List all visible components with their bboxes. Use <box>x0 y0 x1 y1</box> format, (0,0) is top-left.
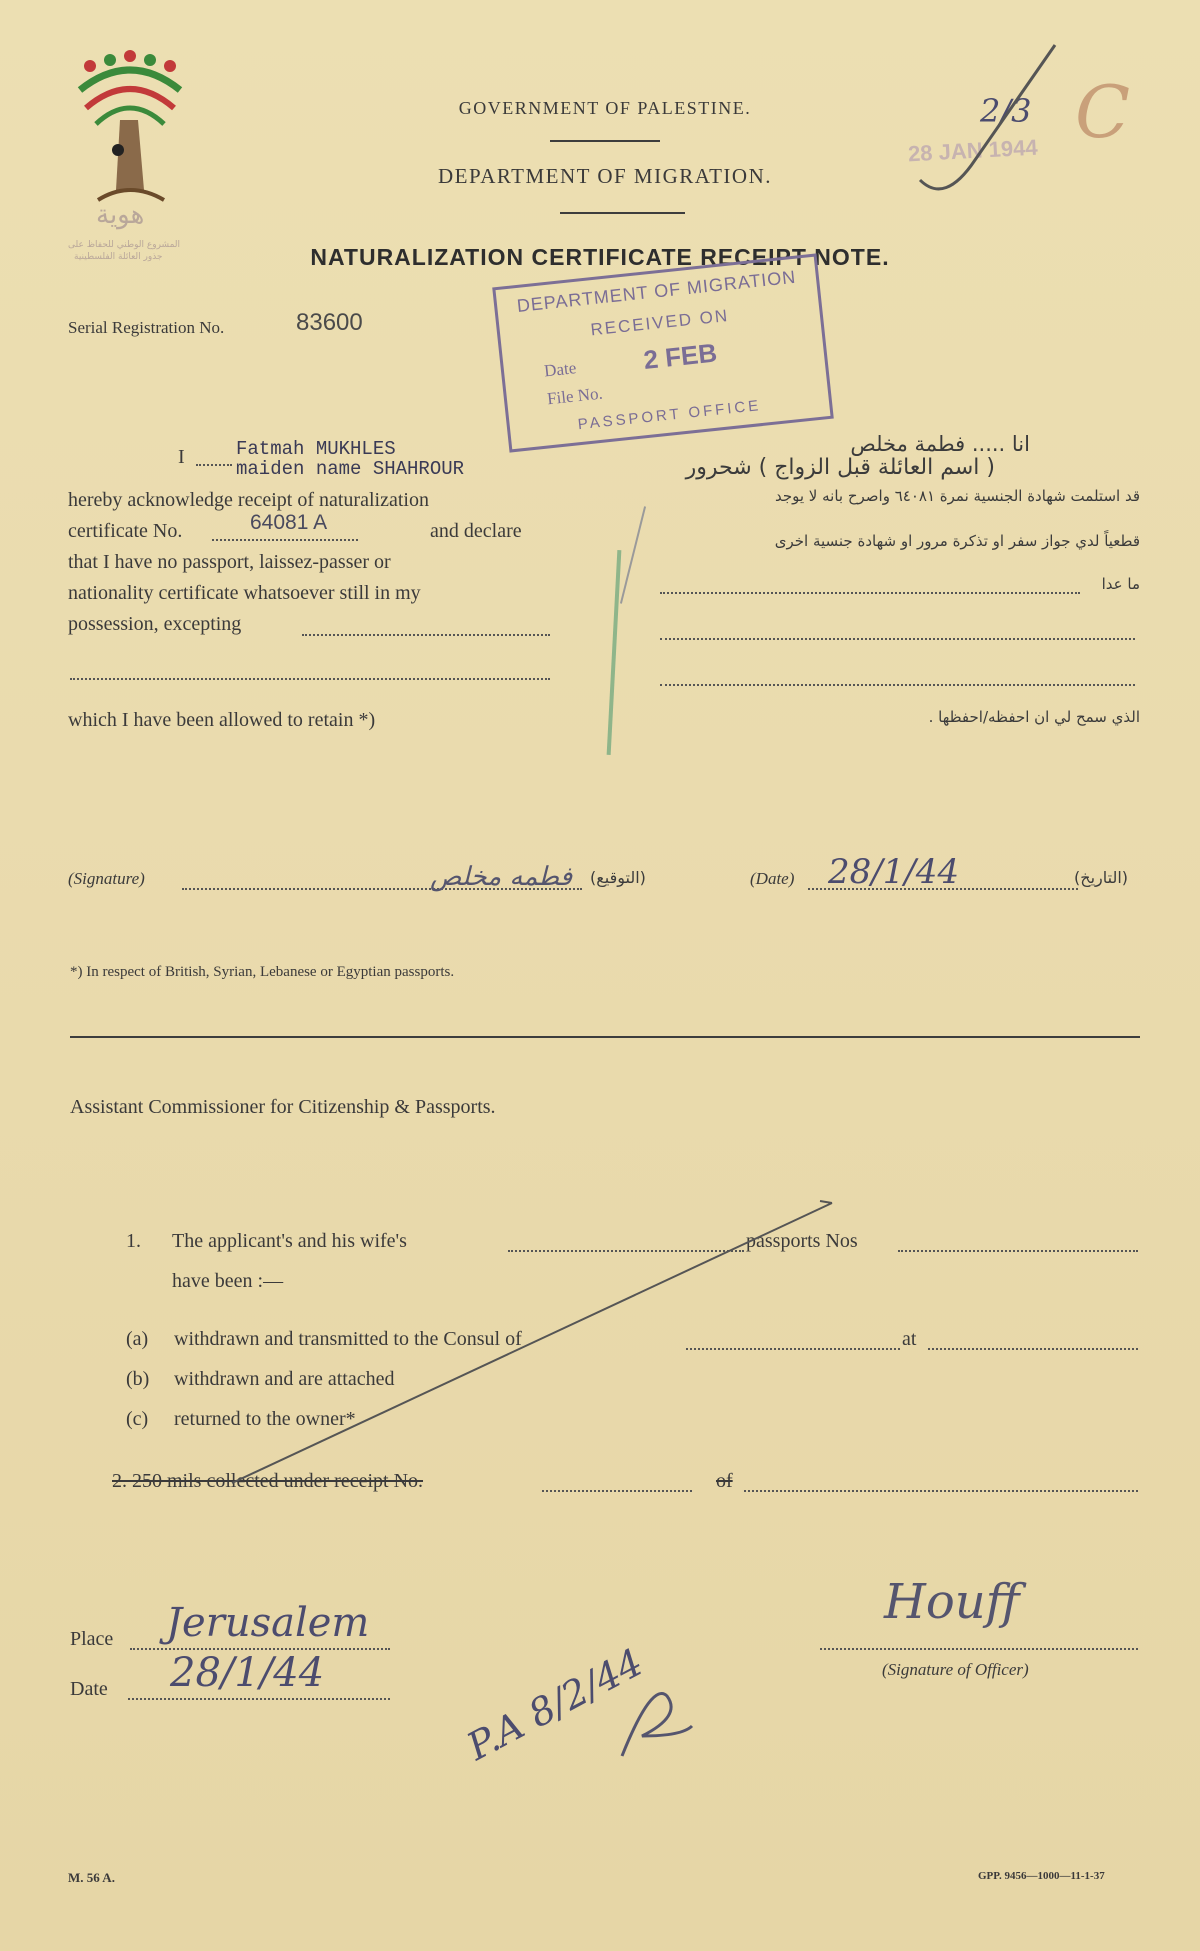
footnote: *) In respect of British, Syrian, Lebanese or Egyptian passports. <box>70 964 455 980</box>
pencil-mark <box>620 506 646 604</box>
logo-subtitle-2: جذور العائلة الفلسطينية <box>74 252 163 262</box>
commissioner-heading: Assistant Commissioner for Citizenship & Passports. <box>70 1096 496 1118</box>
corner-date-stamp: 28 JAN 1944 <box>907 134 1039 167</box>
bottom-date-dotted-line <box>128 1698 390 1700</box>
maiden-name: maiden name SHAHROUR <box>236 458 465 480</box>
name-dotted-line <box>196 464 232 466</box>
document-title: NATURALIZATION CERTIFICATE RECEIPT NOTE. <box>310 244 890 270</box>
certificate-dotted-line <box>212 539 358 541</box>
arabic-line-6: الذي سمح لي ان احفظه/احفظها . <box>928 708 1140 726</box>
arabic-line-5: ما عدا <box>1101 575 1140 593</box>
excepting-dotted-line <box>302 634 550 636</box>
applicant-name: Fatmah MUKHLES <box>236 438 396 460</box>
signature-value: فطمه مخلص <box>430 862 573 892</box>
corner-letter: C <box>1075 70 1131 154</box>
received-stamp <box>492 253 834 452</box>
item-1-dotted-line-2 <box>898 1250 1138 1252</box>
form-code: M. 56 A. <box>68 1870 115 1885</box>
corner-number: 2/3 <box>980 92 1032 130</box>
stamp-file-label: File No. <box>546 383 604 409</box>
arabic-dotted-line-2 <box>660 638 1135 640</box>
government-title: GOVERNMENT OF PALESTINE. <box>458 98 752 118</box>
green-pencil-mark <box>607 550 622 755</box>
item-a-dotted-line-2 <box>928 1348 1138 1350</box>
declaration-line-4: nationality certificate whatsoever still in my <box>68 582 421 604</box>
arabic-line-4: قطعياً لدي جواز سفر او تذكرة مرور او شهادة جنسية اخرى <box>774 532 1140 550</box>
item-a-text: withdrawn and transmitted to the Consul of <box>174 1328 522 1350</box>
place-value: Jerusalem <box>166 1600 370 1646</box>
arabic-dotted-line-1 <box>660 592 1080 594</box>
declaration-line-1: hereby acknowledge receipt of naturalization <box>68 489 429 511</box>
section-divider <box>70 1036 1140 1038</box>
serial-value: 83600 <box>296 309 363 336</box>
item-1-number: 1. <box>126 1230 141 1252</box>
officer-signature: Houff <box>884 1574 1020 1630</box>
item-2-of: of <box>716 1470 733 1492</box>
serial-label: Serial Registration No. <box>68 318 225 337</box>
family-tree-logo-icon <box>68 50 193 210</box>
excepting-dotted-line-2 <box>70 678 550 680</box>
declaration-line-5: possession, excepting <box>68 613 242 635</box>
arabic-line-3: قد استلمت شهادة الجنسية نمرة ٦٤٠٨١ واصرح بانه لا يوجد <box>774 487 1140 505</box>
header-rule-1 <box>550 140 660 142</box>
declaration-line-3 <box>68 547 391 578</box>
certificate-number: 64081 A <box>250 511 328 534</box>
item-c-label: (c) <box>126 1408 149 1430</box>
arabic-dotted-line-3 <box>660 684 1135 686</box>
item-1-have-been: have been :— <box>172 1270 284 1292</box>
arabic-line-1: انا ..... فطمة مخلص <box>850 432 1030 456</box>
stamp-line-2: RECEIVED ON <box>589 305 730 340</box>
logo-caption: هوية <box>96 200 145 230</box>
cancel-strike-line <box>220 1195 840 1495</box>
stamp-footer: PASSPORT OFFICE <box>577 397 763 434</box>
declaration-line-3-text: that I have no passport, laissez-passer or <box>68 551 391 573</box>
item-b-label: (b) <box>126 1368 150 1390</box>
place-label: Place <box>70 1628 114 1650</box>
initials-scribble-icon <box>612 1676 702 1766</box>
signature-label-ar: (التوقيع) <box>590 868 646 887</box>
department-title: DEPARTMENT OF MIGRATION. <box>437 164 773 188</box>
declaration-line-2a: certificate No. <box>68 520 183 542</box>
date-label-ar: (التاريخ) <box>1074 868 1129 887</box>
stamp-date-label: Date <box>543 358 578 381</box>
date-label: (Date) <box>750 869 795 888</box>
item-a-label: (a) <box>126 1328 149 1350</box>
arabic-line-2: ( اسم العائلة قبل الزواج ) شحرور <box>685 455 995 480</box>
stamp-date-value: 2 FEB <box>642 337 719 375</box>
bottom-date-value: 28/1/44 <box>170 1650 325 1696</box>
logo <box>68 50 193 265</box>
declaration-prefix: I <box>178 446 185 468</box>
officer-signature-dotted-line <box>820 1648 1138 1650</box>
item-c-text: returned to the owner* <box>174 1408 356 1430</box>
item-2-text: 2. 250 mils collected under receipt No. <box>112 1470 424 1492</box>
stamp-line-1: DEPARTMENT OF MIGRATION <box>515 266 798 316</box>
corner-check-mark-icon <box>915 40 1065 200</box>
declaration-line-2b: and declare <box>430 520 522 542</box>
officer-signature-label: (Signature of Officer) <box>882 1660 1029 1679</box>
pa-annotation: P.A 8/2/44 <box>460 1639 650 1769</box>
signature-label: (Signature) <box>68 869 145 888</box>
declaration-line-6: which I have been allowed to retain *) <box>68 709 376 731</box>
printer-code: GPP. 9456—1000—11-1-37 <box>978 1870 1105 1882</box>
item-b-text: withdrawn and are attached <box>174 1368 395 1390</box>
item-1-text: The applicant's and his wife's <box>172 1230 407 1252</box>
date-value: 28/1/44 <box>828 852 960 892</box>
item-a-at: at <box>902 1328 917 1350</box>
item-1-passports: passports Nos <box>746 1230 858 1252</box>
header-rule-2 <box>560 212 685 214</box>
logo-subtitle-1: المشروع الوطني للحفاظ على <box>68 240 181 250</box>
bottom-date-label: Date <box>70 1678 108 1700</box>
